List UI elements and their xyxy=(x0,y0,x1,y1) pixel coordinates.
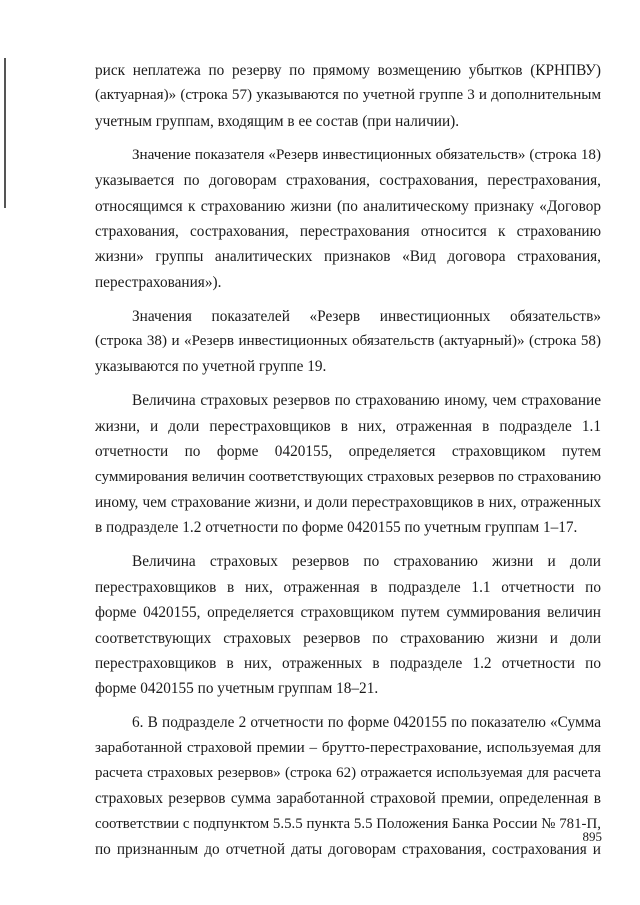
paragraph xyxy=(95,304,601,380)
text-line: отчетности по форме 0420155, определяется страховщиком путем xyxy=(95,443,601,461)
paragraph xyxy=(95,58,601,134)
text-line: (строка 38) и «Резерв инвестиционных обязательств (актуарный)» (строка 58) xyxy=(95,333,601,350)
text-line: в подразделе 1.2 отчетности по форме 0420155 по учетным группам 1–17. xyxy=(95,519,578,537)
text-line: соответствии с подпунктом 5.5.5 пункта 5.5 Положения Банка России № 781-П, xyxy=(95,815,601,832)
text-line: форме 0420155, определяется страховщиком путем суммирования величин xyxy=(95,604,601,622)
text-line: перестраховщиков в них, отраженных в подразделе 1.2 отчетности по xyxy=(95,654,601,672)
text-line: 6. В подразделе 2 отчетности по форме 0420155 по показателю «Сумма xyxy=(132,714,601,732)
document-body xyxy=(95,58,601,863)
text-line: суммирования величин соответствующих страховых резервов по страхованию xyxy=(95,468,601,485)
text-line: указывается по договорам страхования, сострахования, перестрахования, xyxy=(95,172,601,190)
text-line: перестраховщиков в них, отраженная в подразделе 1.1 отчетности по xyxy=(95,578,601,596)
text-line: жизни, и доли перестраховщиков в них, отраженная в подразделе 1.1 xyxy=(95,417,601,435)
text-line: указываются по учетной группе 19. xyxy=(95,358,327,376)
text-line: (актуарная)» (строка 57) указываются по учетной группе 3 и дополнительным xyxy=(95,87,601,104)
scan-edge-mark xyxy=(4,58,6,208)
text-line: по признанным до отчетной даты договорам страхования, сострахования и xyxy=(95,841,601,859)
text-line: страховых резервов сумма заработанной страховой премии, определенная в xyxy=(95,790,601,808)
text-line: риск неплатежа по резерву по прямому возмещению убытков (КРНПВУ) xyxy=(95,62,601,79)
page-number: 895 xyxy=(582,829,602,844)
text-line: соответствующих страховых резервов по страхованию жизни и доли xyxy=(95,629,601,647)
text-line: иному, чем страхование жизни, и доли перестраховщиков в них, отраженных xyxy=(95,494,601,511)
text-line: учетным группам, входящим в ее состав (при наличии). xyxy=(95,112,460,130)
paragraph xyxy=(95,143,601,295)
text-line: страхования, сострахования, перестрахования относится к страхованию xyxy=(95,222,601,240)
text-line: относящимся к страхованию жизни (по аналитическому признаку «Договор xyxy=(95,197,601,215)
text-line: жизни» группы аналитических признаков «Вид договора страхования, xyxy=(95,248,601,266)
text-line: Значение показателя «Резерв инвестиционных обязательств» (строка 18) xyxy=(132,146,601,163)
text-line: Величина страховых резервов по страхованию жизни и доли xyxy=(132,553,601,571)
text-line: заработанной страховой премии – брутто-перестрахование, используемая для xyxy=(95,739,601,756)
paragraph xyxy=(95,388,601,540)
text-line: форме 0420155 по учетным группам 18–21. xyxy=(95,680,379,698)
text-line: перестрахования»). xyxy=(95,273,222,291)
text-line: расчета страховых резервов» (строка 62) отражается используемая для расчета xyxy=(95,765,601,782)
text-line: Величина страховых резервов по страхованию иному, чем страхование xyxy=(132,392,601,410)
paragraph xyxy=(95,710,601,862)
text-line: Значения показателей «Резерв инвестиционных обязательств» xyxy=(132,307,601,325)
paragraph xyxy=(95,549,601,701)
